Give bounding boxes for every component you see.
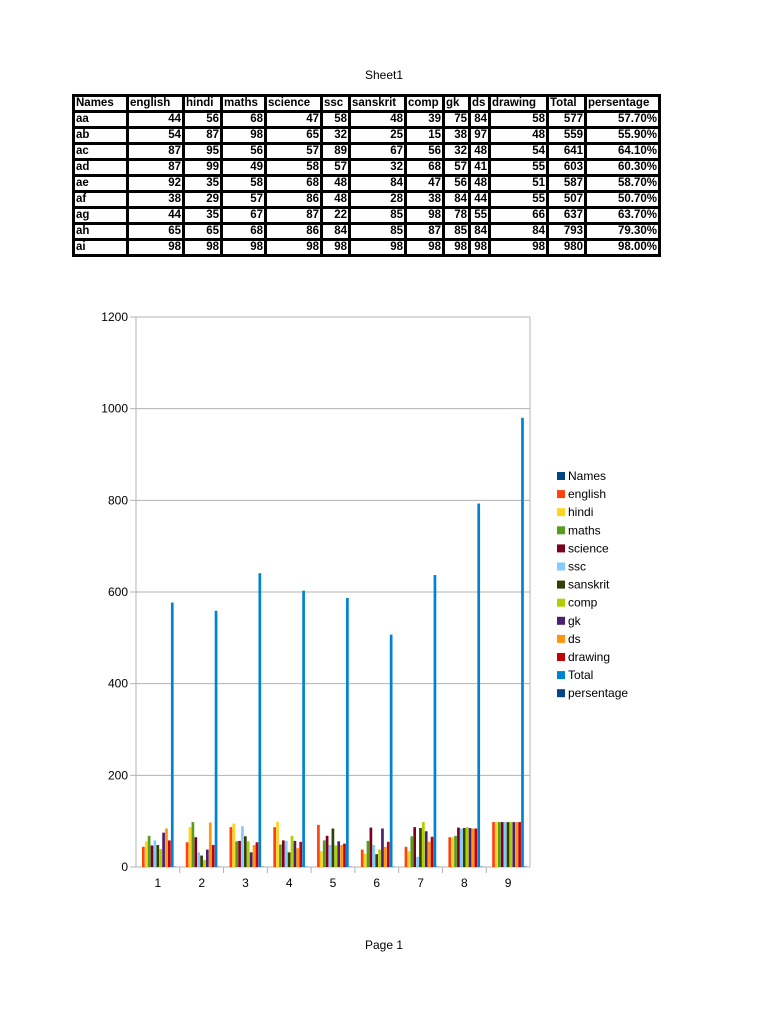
table-cell: 64.10% — [586, 144, 660, 160]
table-cell: 95 — [184, 144, 222, 160]
bar-science — [413, 827, 416, 867]
bar-gk — [206, 850, 209, 867]
table-cell: 97 — [470, 128, 490, 144]
bar-ds — [384, 847, 387, 867]
table-row — [74, 224, 660, 240]
y-tick-label: 0 — [121, 860, 128, 874]
bar-hindi — [145, 841, 148, 867]
legend-swatch — [557, 581, 565, 589]
marks-bar-chart — [0, 300, 768, 920]
legend-label: gk — [568, 613, 581, 628]
table-cell: 29 — [184, 192, 222, 208]
bar-gk — [469, 828, 472, 867]
bar-drawing — [299, 842, 302, 867]
legend-swatch — [557, 671, 565, 679]
table-cell: 68 — [222, 224, 266, 240]
legend-swatch — [557, 508, 565, 516]
bar-science — [282, 840, 285, 867]
table-row — [74, 208, 660, 224]
legend-swatch — [557, 526, 565, 534]
table-cell: 98 — [322, 240, 350, 256]
row-name-cell: aa — [74, 112, 128, 128]
table-cell: 56 — [406, 144, 444, 160]
table-cell: 86 — [266, 192, 322, 208]
bar-english — [317, 825, 320, 867]
table-cell: 57 — [444, 160, 470, 176]
column-header: persentage — [586, 96, 660, 112]
bar-drawing — [168, 840, 171, 867]
bar-hindi — [189, 827, 192, 867]
column-header: gk — [444, 96, 470, 112]
bar-maths — [279, 845, 282, 867]
bar-sanskrit — [200, 856, 203, 867]
bar-ssc — [329, 845, 332, 867]
table-cell: 57 — [266, 144, 322, 160]
table-cell: 35 — [184, 208, 222, 224]
table-cell: 98 — [222, 128, 266, 144]
table-cell: 98 — [406, 240, 444, 256]
table-cell: 67 — [222, 208, 266, 224]
bar-ds — [515, 822, 518, 867]
table-cell: 84 — [350, 176, 406, 192]
table-cell: 65 — [128, 224, 184, 240]
bar-comp — [334, 845, 337, 867]
legend-label: science — [568, 541, 609, 556]
row-name-cell: ad — [74, 160, 128, 176]
table-cell: 66 — [490, 208, 548, 224]
bar-science — [326, 836, 329, 867]
bar-gk — [381, 829, 384, 868]
table-cell: 507 — [548, 192, 586, 208]
legend-label: persentage — [568, 686, 629, 701]
bar-hindi — [232, 823, 235, 867]
bar-ssc — [416, 857, 419, 867]
bar-english — [448, 837, 451, 867]
bar-comp — [510, 822, 513, 867]
table-cell: 84 — [444, 192, 470, 208]
table-cell: 51 — [490, 176, 548, 192]
table-cell: 87 — [266, 208, 322, 224]
legend-swatch — [557, 544, 565, 552]
column-header: ssc — [322, 96, 350, 112]
table-cell: 641 — [548, 144, 586, 160]
x-tick-label: 5 — [329, 876, 337, 890]
table-cell: 54 — [128, 128, 184, 144]
legend-swatch — [557, 689, 565, 697]
bar-ssc — [197, 852, 200, 867]
table-cell: 48 — [470, 144, 490, 160]
column-header: maths — [222, 96, 266, 112]
bar-gk — [425, 831, 428, 867]
legend-label: ds — [568, 631, 581, 646]
table-cell: 87 — [406, 224, 444, 240]
table-cell: 98 — [350, 240, 406, 256]
table-row — [74, 176, 660, 192]
y-tick-label: 600 — [107, 585, 128, 599]
bar-total — [434, 575, 437, 867]
table-cell: 56 — [222, 144, 266, 160]
table-cell: 84 — [490, 224, 548, 240]
bar-sanskrit — [332, 829, 335, 868]
table-cell: 44 — [128, 208, 184, 224]
bar-ds — [165, 829, 168, 868]
bar-drawing — [518, 822, 521, 867]
bar-total — [215, 611, 218, 867]
table-header-row — [74, 96, 660, 112]
bar-ssc — [372, 845, 375, 867]
sheet-title: Sheet1 — [364, 68, 404, 82]
bar-maths — [323, 840, 326, 867]
bar-science — [457, 828, 460, 867]
table-cell: 15 — [406, 128, 444, 144]
row-name-cell: ab — [74, 128, 128, 144]
bar-science — [370, 828, 373, 867]
bar-gk — [250, 852, 253, 867]
column-header: sanskrit — [350, 96, 406, 112]
bar-english — [273, 827, 276, 867]
legend-swatch — [557, 617, 565, 625]
bar-ds — [340, 845, 343, 867]
bar-ssc — [504, 822, 507, 867]
bar-maths — [410, 836, 413, 867]
bar-english — [361, 850, 364, 867]
table-cell: 92 — [128, 176, 184, 192]
column-header: hindi — [184, 96, 222, 112]
bar-comp — [378, 850, 381, 867]
table-cell: 98 — [266, 240, 322, 256]
bar-maths — [367, 841, 370, 867]
table-cell: 44 — [128, 112, 184, 128]
table-cell: 32 — [350, 160, 406, 176]
bar-english — [492, 822, 495, 867]
bar-ssc — [241, 826, 244, 867]
bar-total — [346, 598, 349, 867]
bar-hindi — [408, 851, 411, 867]
table-cell: 49 — [222, 160, 266, 176]
table-row — [74, 192, 660, 208]
bar-ds — [253, 845, 256, 867]
table-cell: 68 — [406, 160, 444, 176]
x-tick-label: 3 — [242, 876, 249, 890]
bar-sanskrit — [507, 822, 510, 867]
table-cell: 63.70% — [586, 208, 660, 224]
bar-maths — [192, 822, 195, 867]
x-tick-label: 8 — [460, 876, 468, 890]
bar-hindi — [364, 854, 367, 867]
table-cell: 55 — [470, 208, 490, 224]
bar-sanskrit — [419, 828, 422, 867]
bar-total — [258, 573, 261, 867]
marks-table — [72, 94, 661, 257]
table-cell: 84 — [322, 224, 350, 240]
y-tick-label: 200 — [107, 768, 128, 783]
column-header: english — [128, 96, 184, 112]
bar-ssc — [460, 829, 463, 868]
bar-drawing — [256, 842, 259, 867]
bar-comp — [247, 841, 250, 867]
table-cell: 98.00% — [586, 240, 660, 256]
column-header: Names — [74, 96, 128, 112]
bar-maths — [454, 836, 457, 867]
legend-label: Names — [568, 469, 607, 483]
table-cell: 55 — [490, 160, 548, 176]
bar-gk — [337, 841, 340, 867]
bar-total — [390, 635, 393, 867]
table-cell: 75 — [444, 112, 470, 128]
bar-maths — [498, 822, 501, 867]
bar-gk — [162, 833, 165, 867]
x-tick-label: 9 — [504, 876, 512, 890]
table-row — [74, 144, 660, 160]
bar-hindi — [320, 851, 323, 867]
table-cell: 39 — [406, 112, 444, 128]
table-cell: 68 — [222, 112, 266, 128]
bar-sanskrit — [288, 852, 291, 867]
bar-ds — [472, 829, 475, 868]
bar-sanskrit — [375, 854, 378, 867]
table-cell: 58.70% — [586, 176, 660, 192]
table-cell: 85 — [444, 224, 470, 240]
table-cell: 99 — [184, 160, 222, 176]
bar-gk — [294, 841, 297, 867]
bar-total — [171, 603, 174, 867]
table-cell: 98 — [406, 208, 444, 224]
table-cell: 603 — [548, 160, 586, 176]
bar-comp — [291, 836, 294, 867]
column-header: science — [266, 96, 322, 112]
x-tick-label: 7 — [417, 876, 424, 890]
table-cell: 48 — [322, 192, 350, 208]
table-cell: 38 — [128, 192, 184, 208]
row-name-cell: ac — [74, 144, 128, 160]
bar-drawing — [474, 829, 477, 868]
table-cell: 47 — [406, 176, 444, 192]
bar-science — [501, 822, 504, 867]
table-cell: 38 — [444, 128, 470, 144]
bar-hindi — [451, 837, 454, 867]
column-header: comp — [406, 96, 444, 112]
table-cell: 98 — [128, 240, 184, 256]
table-cell: 28 — [350, 192, 406, 208]
bar-sanskrit — [244, 836, 247, 867]
bar-english — [230, 827, 233, 867]
bar-english — [142, 847, 145, 867]
table-cell: 35 — [184, 176, 222, 192]
table-cell: 58 — [222, 176, 266, 192]
legend-label: ssc — [568, 559, 586, 574]
legend-label: drawing — [568, 650, 611, 664]
bar-hindi — [495, 822, 498, 867]
table-cell: 85 — [350, 208, 406, 224]
bar-total — [521, 418, 524, 867]
legend-label: Total — [568, 668, 594, 683]
table-cell: 44 — [470, 192, 490, 208]
table-cell: 58 — [322, 112, 350, 128]
bar-english — [186, 842, 189, 867]
row-name-cell: ah — [74, 224, 128, 240]
table-cell: 65 — [266, 128, 322, 144]
table-cell: 68 — [266, 176, 322, 192]
bar-maths — [148, 836, 151, 867]
table-cell: 22 — [322, 208, 350, 224]
table-cell: 58 — [266, 160, 322, 176]
table-row — [74, 128, 660, 144]
bar-sanskrit — [463, 828, 466, 867]
table-cell: 48 — [470, 176, 490, 192]
table-cell: 55.90% — [586, 128, 660, 144]
y-tick-label: 1200 — [101, 310, 128, 324]
table-cell: 48 — [322, 176, 350, 192]
table-cell: 54 — [490, 144, 548, 160]
table-cell: 98 — [184, 240, 222, 256]
table-cell: 48 — [490, 128, 548, 144]
table-cell: 55 — [490, 192, 548, 208]
table-cell: 980 — [548, 240, 586, 256]
row-name-cell: ag — [74, 208, 128, 224]
bar-science — [194, 837, 197, 867]
table-cell: 84 — [470, 112, 490, 128]
table-cell: 32 — [444, 144, 470, 160]
table-cell: 60.30% — [586, 160, 660, 176]
bar-total — [302, 591, 305, 867]
column-header: drawing — [490, 96, 548, 112]
y-tick-label: 400 — [107, 676, 128, 691]
row-name-cell: ai — [74, 240, 128, 256]
table-cell: 85 — [350, 224, 406, 240]
table-cell: 98 — [222, 240, 266, 256]
bar-ds — [296, 848, 299, 867]
row-name-cell: ae — [74, 176, 128, 192]
legend-label: comp — [568, 595, 598, 610]
table-cell: 65 — [184, 224, 222, 240]
table-cell: 79.30% — [586, 224, 660, 240]
table-cell: 637 — [548, 208, 586, 224]
x-tick-label: 2 — [198, 876, 206, 890]
bar-hindi — [276, 822, 279, 867]
legend-label: sanskrit — [568, 577, 610, 592]
bar-gk — [512, 822, 515, 867]
column-header: ds — [470, 96, 490, 112]
table-cell: 98 — [490, 240, 548, 256]
bar-comp — [203, 860, 206, 867]
table-cell: 87 — [184, 128, 222, 144]
table-cell: 587 — [548, 176, 586, 192]
bar-ds — [428, 842, 431, 867]
x-tick-label: 4 — [285, 876, 293, 890]
table-cell: 67 — [350, 144, 406, 160]
page-footer: Page 1 — [364, 938, 404, 952]
bar-comp — [159, 849, 162, 867]
legend-label: english — [568, 487, 607, 502]
bar-drawing — [431, 837, 434, 867]
table-cell: 57.70% — [586, 112, 660, 128]
bar-ssc — [154, 840, 157, 867]
table-cell: 559 — [548, 128, 586, 144]
table-cell: 57 — [322, 160, 350, 176]
table-row — [74, 112, 660, 128]
table-cell: 78 — [444, 208, 470, 224]
bar-drawing — [343, 844, 346, 867]
x-tick-label: 6 — [373, 876, 381, 890]
legend-label: maths — [568, 523, 601, 538]
column-header: Total — [548, 96, 586, 112]
table-cell: 87 — [128, 160, 184, 176]
table-row — [74, 240, 660, 256]
table-cell: 57 — [222, 192, 266, 208]
bar-ssc — [285, 841, 288, 867]
row-name-cell: af — [74, 192, 128, 208]
bar-total — [477, 504, 480, 867]
legend-swatch — [557, 490, 565, 498]
table-cell: 41 — [470, 160, 490, 176]
bar-drawing — [212, 845, 215, 867]
table-cell: 32 — [322, 128, 350, 144]
table-cell: 25 — [350, 128, 406, 144]
table-cell: 48 — [350, 112, 406, 128]
table-cell: 84 — [470, 224, 490, 240]
table-row — [74, 160, 660, 176]
bar-sanskrit — [156, 845, 159, 867]
table-cell: 47 — [266, 112, 322, 128]
x-tick-label: 1 — [154, 876, 162, 890]
bar-comp — [466, 827, 469, 867]
table-cell: 38 — [406, 192, 444, 208]
legend-swatch — [557, 653, 565, 661]
legend-label: hindi — [568, 505, 594, 520]
y-tick-label: 1000 — [101, 401, 128, 416]
table-cell: 50.70% — [586, 192, 660, 208]
table-cell: 56 — [444, 176, 470, 192]
table-cell: 89 — [322, 144, 350, 160]
table-cell: 98 — [470, 240, 490, 256]
bar-science — [151, 845, 154, 867]
legend-swatch — [557, 472, 565, 480]
table-cell: 793 — [548, 224, 586, 240]
bar-science — [238, 841, 241, 867]
bar-comp — [422, 822, 425, 867]
table-cell: 577 — [548, 112, 586, 128]
table-cell: 86 — [266, 224, 322, 240]
bar-ds — [209, 823, 212, 867]
legend-swatch — [557, 599, 565, 607]
bar-maths — [235, 841, 238, 867]
y-tick-label: 800 — [107, 493, 128, 508]
table-cell: 56 — [184, 112, 222, 128]
legend-swatch — [557, 635, 565, 643]
table-cell: 98 — [444, 240, 470, 256]
table-cell: 58 — [490, 112, 548, 128]
table-cell: 87 — [128, 144, 184, 160]
bar-english — [405, 847, 408, 867]
legend-swatch — [557, 563, 565, 571]
bar-drawing — [387, 842, 390, 867]
